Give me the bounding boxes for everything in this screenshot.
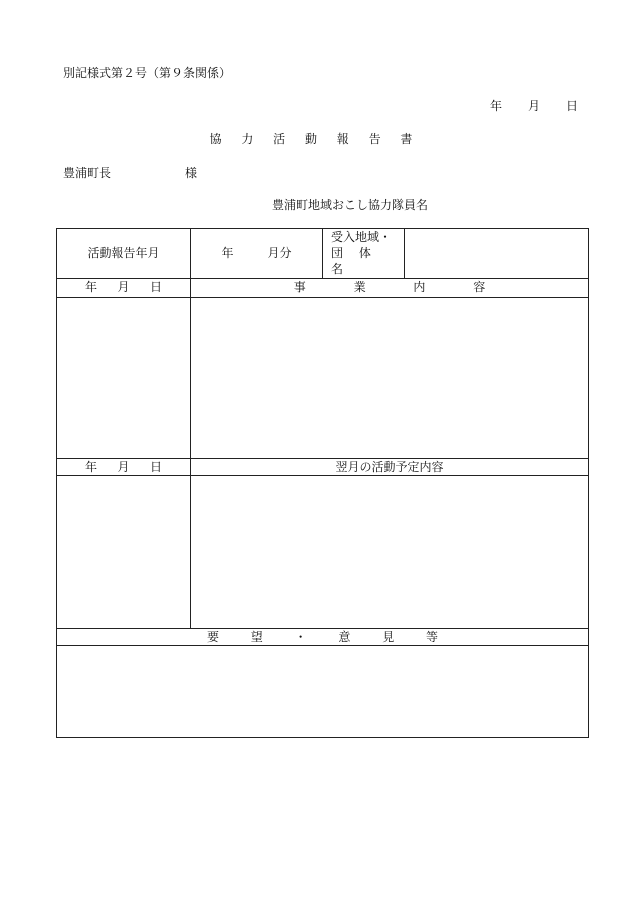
report-table: [56, 228, 589, 738]
form-number: 別記様式第２号（第９条関係）: [63, 66, 232, 80]
page-title: 協 力 活 動 報 告 書: [209, 132, 421, 146]
section2-content-header: 翌月の活動予定内容: [191, 458, 589, 475]
section2-month-label: 月: [117, 459, 130, 474]
section2-date-header: [57, 458, 191, 475]
requests-body-row: [57, 645, 589, 737]
report-month-row: [57, 229, 589, 279]
report-month-year: 年: [221, 246, 234, 261]
section2-body-row: [57, 475, 589, 628]
section2-content-field[interactable]: [191, 475, 589, 628]
section1-content-field[interactable]: [191, 297, 589, 458]
requests-header-row: [57, 628, 589, 645]
section2-day-label: 日: [149, 459, 162, 474]
section2-year-label: 年: [85, 459, 98, 474]
date-day-label: 日: [566, 99, 579, 113]
section1-date-header: [57, 278, 191, 297]
report-month-label: 活動報告年月: [57, 229, 191, 279]
section1-body-row: [57, 297, 589, 458]
host-label: [323, 229, 405, 279]
date-year-label: 年: [490, 99, 503, 113]
host-label-line2: 団 体 名: [331, 246, 377, 277]
section1-year-label: 年: [85, 280, 98, 295]
requests-field[interactable]: [57, 645, 589, 737]
host-value-field[interactable]: [405, 229, 589, 279]
honorific: 様: [185, 166, 198, 180]
section1-day-label: 日: [149, 280, 162, 295]
addressee: [63, 164, 203, 181]
submission-date: [490, 97, 578, 114]
report-month-month: 月分: [267, 246, 292, 261]
section1-content-header: 事 業 内 容: [191, 278, 589, 297]
host-label-line1: 受入地域・: [331, 230, 392, 244]
section1-header-row: [57, 278, 589, 297]
section1-month-label: 月: [117, 280, 130, 295]
addressee-name: 豊浦町長: [63, 166, 112, 180]
section2-date-field[interactable]: [57, 475, 191, 628]
report-month-value[interactable]: [191, 229, 323, 279]
section2-header-row: [57, 458, 589, 475]
member-name-label: 豊浦町地域おこし協力隊員名: [272, 198, 429, 212]
requests-header: 要 望 ・ 意 見 等: [57, 628, 589, 645]
date-month-label: 月: [528, 99, 541, 113]
section1-date-field[interactable]: [57, 297, 191, 458]
